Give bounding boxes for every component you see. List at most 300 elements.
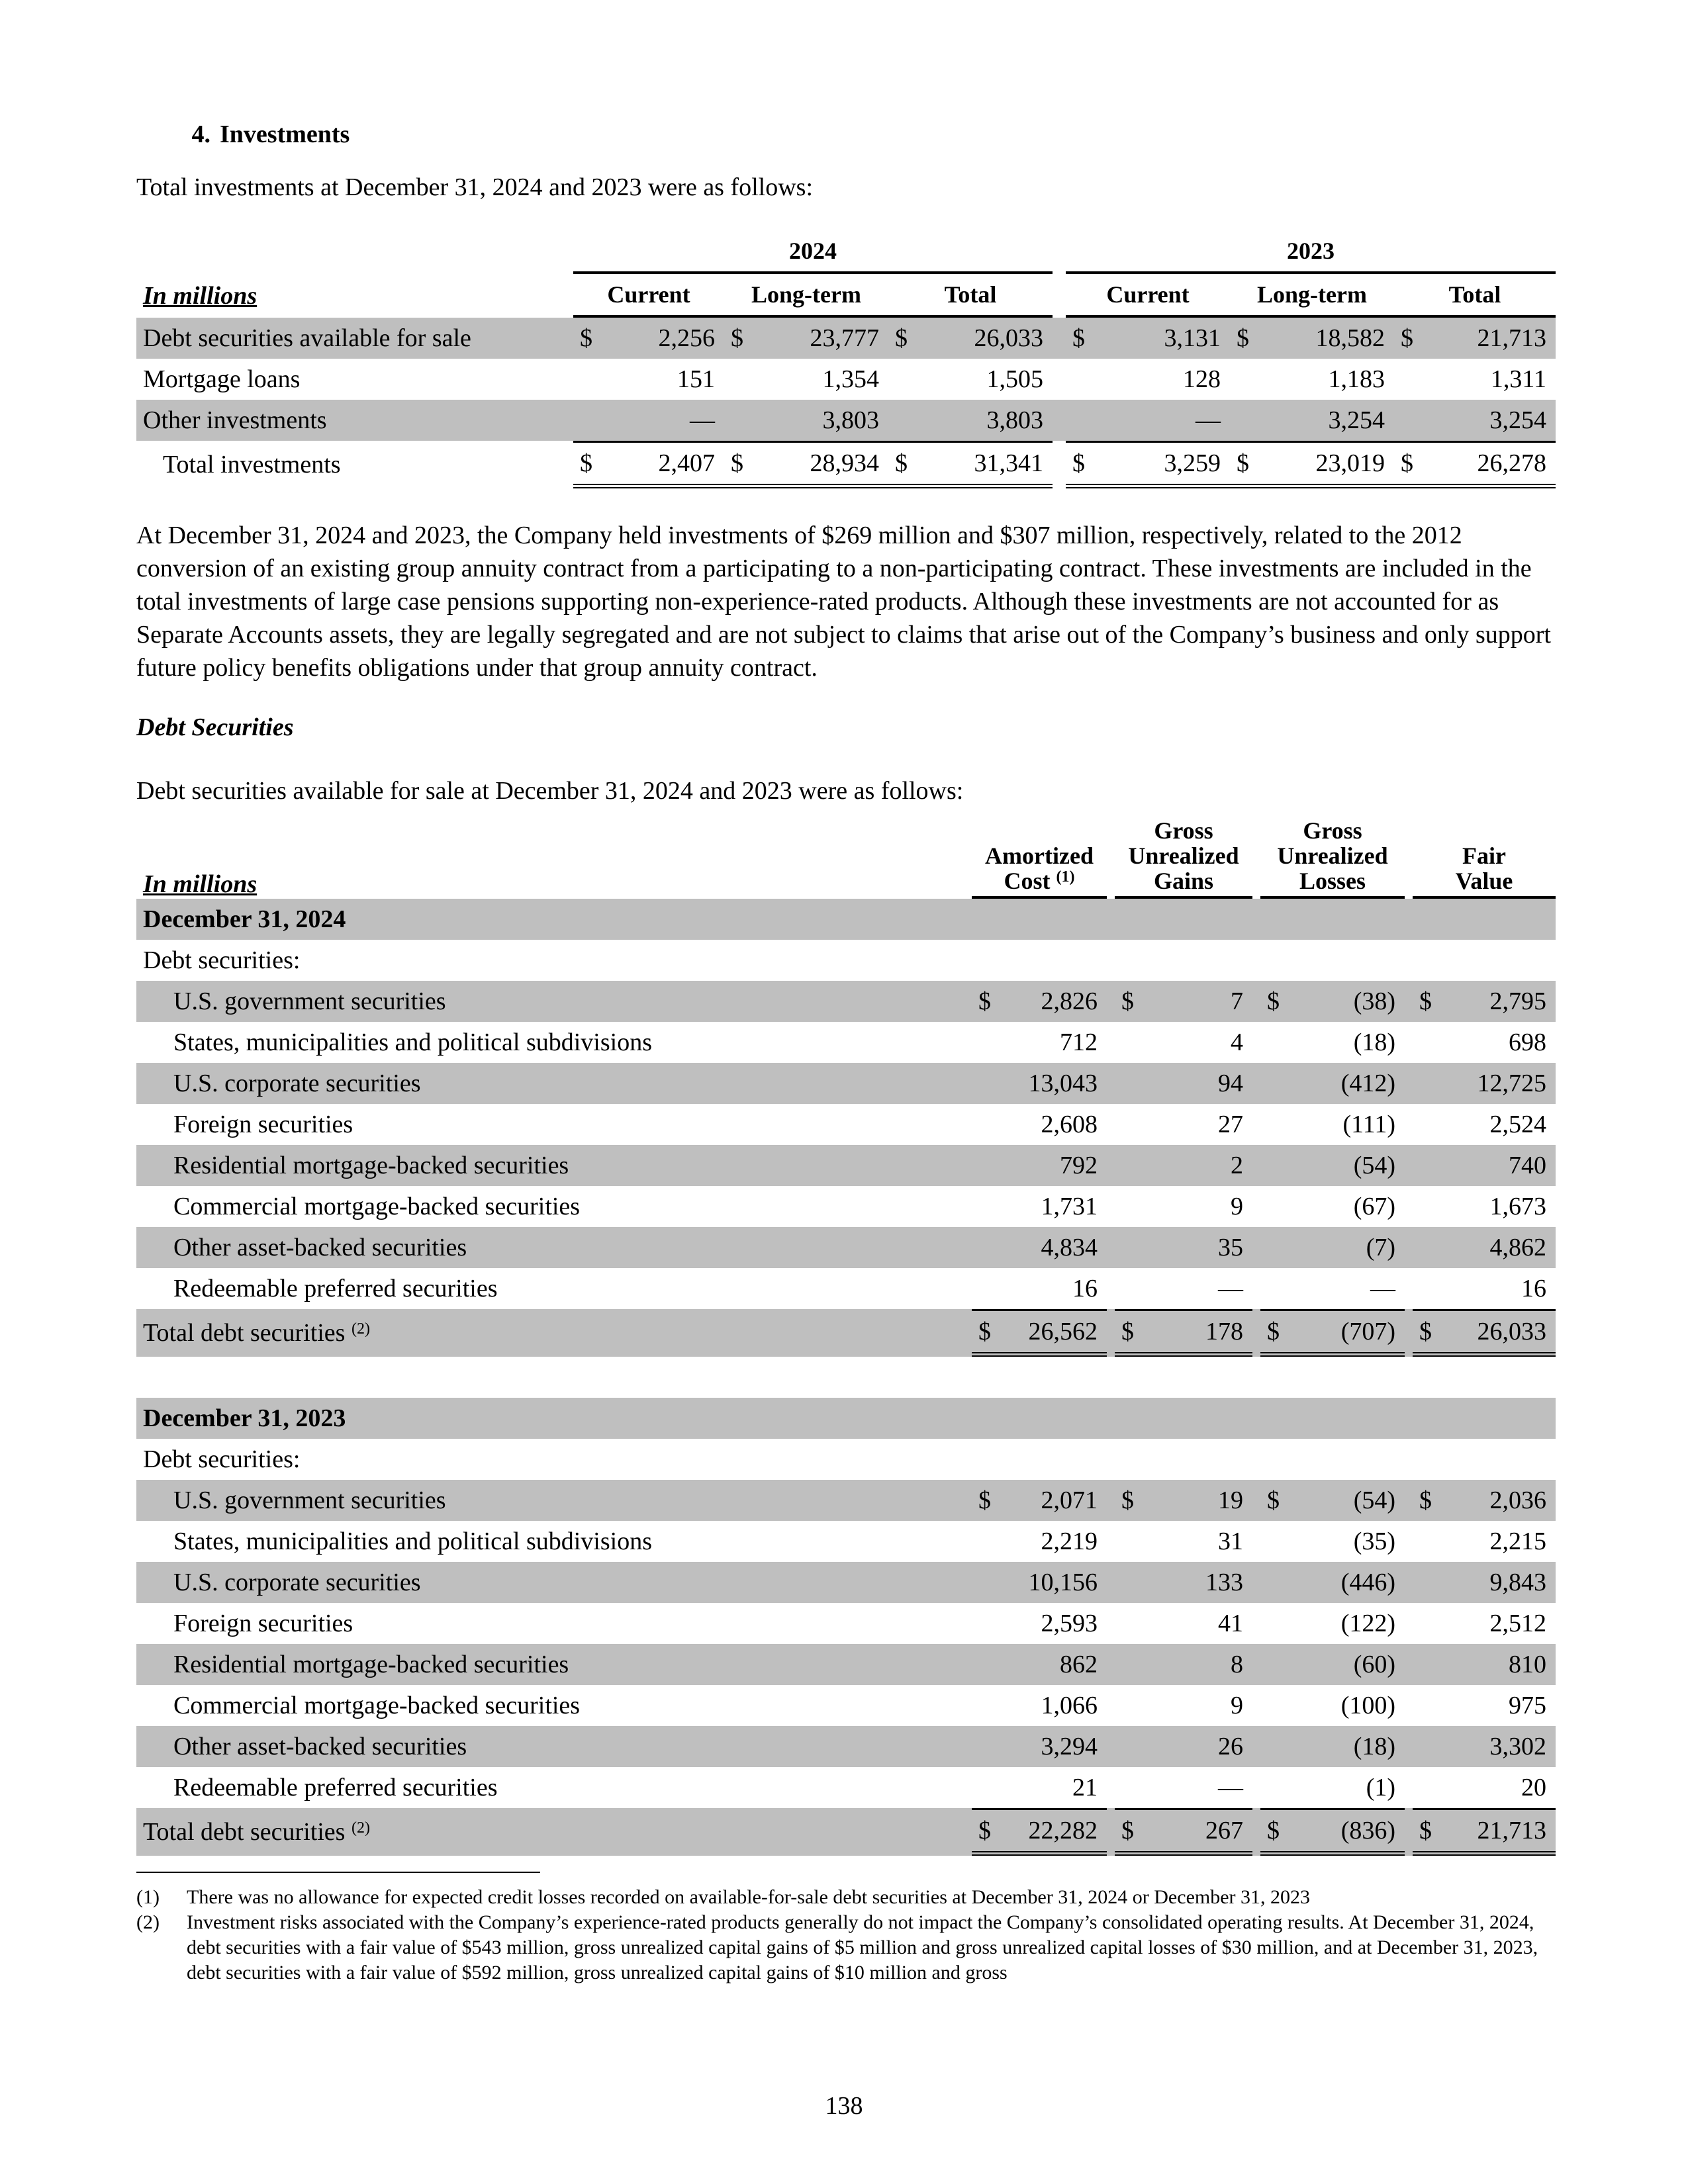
header-line: Losses xyxy=(1299,868,1366,894)
currency-symbol xyxy=(972,1104,1002,1145)
table-row xyxy=(136,1022,1556,1063)
cell-value: (7) xyxy=(1291,1227,1405,1268)
spacer xyxy=(1107,1480,1115,1521)
table-row xyxy=(136,1145,1556,1186)
footnote-number: (2) xyxy=(136,1911,160,1933)
currency-symbol xyxy=(1413,1063,1443,1104)
cell-value: (18) xyxy=(1291,1726,1405,1767)
cell-value: 1,183 xyxy=(1328,365,1385,393)
cell-value: 810 xyxy=(1443,1644,1556,1685)
currency-symbol xyxy=(972,1022,1002,1063)
header-line: Gross xyxy=(1303,817,1362,844)
currency-symbol xyxy=(1115,1186,1145,1227)
cell-value: 2 xyxy=(1145,1145,1252,1186)
currency-symbol xyxy=(573,359,605,400)
currency-symbol: $ xyxy=(1260,1309,1291,1357)
blank xyxy=(136,1357,1556,1398)
cell-value: (38) xyxy=(1291,981,1405,1022)
cell-value: — xyxy=(605,400,724,441)
column-header xyxy=(1115,811,1252,899)
spacer xyxy=(964,1562,972,1603)
currency-symbol xyxy=(1413,1268,1443,1309)
debt-securities-label-row xyxy=(136,1439,1556,1480)
currency-symbol: $ xyxy=(1394,441,1426,488)
total-row xyxy=(136,441,1556,488)
column-header xyxy=(1260,811,1405,899)
cell-value: 3,259 xyxy=(1098,441,1230,488)
currency-symbol xyxy=(1413,1767,1443,1808)
currency-symbol xyxy=(1115,1767,1145,1808)
currency-symbol xyxy=(1230,400,1262,441)
cell-value: 1,066 xyxy=(1041,1692,1098,1719)
spacer xyxy=(1252,1022,1260,1063)
spacer xyxy=(1252,1726,1260,1767)
section-heading xyxy=(136,113,1556,156)
currency-symbol xyxy=(1115,1521,1145,1562)
cell-value: 8 xyxy=(1145,1644,1252,1685)
cell-value: 16 xyxy=(1072,1275,1098,1302)
table-row xyxy=(136,1685,1556,1726)
column-header: Long-term xyxy=(1230,274,1394,318)
spacer xyxy=(964,1104,972,1145)
currency-symbol xyxy=(1260,1644,1291,1685)
cell-value: 862 xyxy=(1002,1644,1107,1685)
spacer xyxy=(1252,1063,1260,1104)
t1-spacer xyxy=(560,274,573,318)
cell-value: 2,215 xyxy=(1489,1527,1547,1555)
spacer xyxy=(1405,1309,1413,1357)
spacer xyxy=(560,400,573,441)
row-label: Mortgage loans xyxy=(143,365,301,393)
currency-symbol xyxy=(1260,1603,1291,1644)
footnote-ref: (1) xyxy=(1056,868,1075,886)
header-line: Unrealized xyxy=(1277,842,1388,869)
spacer xyxy=(964,1227,972,1268)
footnotes xyxy=(136,1885,1556,1985)
t1-spacer xyxy=(1053,230,1066,274)
row-label: Commercial mortgage-backed securities xyxy=(173,1193,581,1220)
currency-symbol xyxy=(1413,1227,1443,1268)
spacer xyxy=(964,1480,972,1521)
table-row xyxy=(136,1644,1556,1685)
row-label: Other asset-backed securities xyxy=(136,1726,964,1767)
spacer xyxy=(1107,1726,1115,1767)
in-millions-label: In millions xyxy=(143,282,258,310)
column-header xyxy=(1413,811,1556,899)
currency-symbol: $ xyxy=(888,318,920,359)
currency-symbol xyxy=(1260,1063,1291,1104)
spacer xyxy=(1405,1685,1413,1726)
cell-value: 20 xyxy=(1521,1774,1547,1801)
currency-symbol xyxy=(888,400,920,441)
cell-value: 2,826 xyxy=(1002,981,1107,1022)
currency-symbol xyxy=(1260,1726,1291,1767)
date-header-row xyxy=(136,1398,1556,1439)
cell-value: 21 xyxy=(1072,1774,1098,1801)
spacer xyxy=(964,1309,972,1357)
in-millions-label: In millions xyxy=(143,870,258,898)
spacer xyxy=(1405,1480,1413,1521)
spacer xyxy=(1252,1521,1260,1562)
spacer xyxy=(560,359,573,400)
cell-value: 3,803 xyxy=(756,400,888,441)
debt-securities-table xyxy=(136,811,1556,1856)
block-spacer-row xyxy=(136,1357,1556,1398)
spacer xyxy=(1405,1268,1413,1309)
currency-symbol xyxy=(1115,1644,1145,1685)
spacer xyxy=(1405,981,1413,1022)
spacer xyxy=(964,1063,972,1104)
currency-symbol: $ xyxy=(724,441,756,488)
spacer xyxy=(964,1022,972,1063)
currency-symbol: $ xyxy=(1260,1808,1291,1856)
spacer xyxy=(1405,1808,1413,1856)
header-line: Unrealized xyxy=(1128,842,1239,869)
table-row xyxy=(136,1104,1556,1145)
spacer xyxy=(1107,1685,1115,1726)
table-row xyxy=(136,1186,1556,1227)
cell-value: (836) xyxy=(1291,1808,1405,1856)
spacer xyxy=(1405,1767,1413,1808)
section-title: Investments xyxy=(220,120,350,148)
cell-value: 2,036 xyxy=(1443,1480,1556,1521)
cell-value: 21,713 xyxy=(1443,1808,1556,1856)
table-row xyxy=(136,400,1556,441)
spacer xyxy=(1252,1268,1260,1309)
currency-symbol: $ xyxy=(1413,1808,1443,1856)
cell-value: 26,033 xyxy=(920,318,1053,359)
spacer xyxy=(1107,811,1115,899)
cell-value: 4,862 xyxy=(1443,1227,1556,1268)
t1-spacer xyxy=(560,230,573,274)
spacer xyxy=(1405,1603,1413,1644)
currency-symbol: $ xyxy=(1066,318,1098,359)
currency-symbol xyxy=(1066,400,1098,441)
row-label: Commercial mortgage-backed securities xyxy=(173,1692,581,1719)
currency-symbol xyxy=(1115,1685,1145,1726)
debt-securities-label-row xyxy=(136,940,1556,981)
cell-value: (1) xyxy=(1366,1774,1395,1801)
cell-value: 31 xyxy=(1218,1527,1243,1555)
cell-value: 133 xyxy=(1145,1562,1252,1603)
cell-value: 1,311 xyxy=(1490,365,1546,393)
cell-value: 1,673 xyxy=(1489,1193,1547,1220)
total-row xyxy=(136,1808,1556,1856)
footnote-text: Investment risks associated with the Company’s experience-rated products generally do not impact the Company’s consolidated operating results. At December 31, 2024, debt securities with a fair value of $543 million, gross unrealized capital gains of $5 million and gross unrealized capital losses of $30 million, and at December 31, 2023, debt securities with a fair value of $592 million, gross unrealized capital gains of $10 million and gross xyxy=(187,1911,1538,1983)
cell-value: 4,834 xyxy=(1002,1227,1107,1268)
cell-value: 16 xyxy=(1521,1275,1547,1302)
spacer xyxy=(1252,981,1260,1022)
table-row xyxy=(136,1603,1556,1644)
currency-symbol xyxy=(1260,1767,1291,1808)
currency-symbol xyxy=(1230,359,1262,400)
currency-symbol: $ xyxy=(573,318,605,359)
spacer xyxy=(560,318,573,359)
cell-value: 698 xyxy=(1509,1028,1547,1056)
cell-value: 3,254 xyxy=(1426,400,1556,441)
currency-symbol xyxy=(972,1644,1002,1685)
currency-symbol: $ xyxy=(1413,1309,1443,1357)
date-header: December 31, 2023 xyxy=(136,1398,1556,1439)
column-header: Total xyxy=(888,274,1053,318)
cell-value: 41 xyxy=(1218,1610,1243,1637)
total-row xyxy=(136,1309,1556,1357)
currency-symbol xyxy=(972,1726,1002,1767)
row-label: Redeemable preferred securities xyxy=(173,1275,498,1302)
currency-symbol: $ xyxy=(1230,441,1262,488)
currency-symbol: $ xyxy=(972,1808,1002,1856)
cell-value: 22,282 xyxy=(1002,1808,1107,1856)
header-line: Amortized xyxy=(985,842,1094,869)
t1-spacer xyxy=(1053,274,1066,318)
cell-value: 9 xyxy=(1231,1692,1243,1719)
spacer xyxy=(1252,1767,1260,1808)
row-label: U.S. corporate securities xyxy=(136,1063,964,1104)
table-row xyxy=(136,1767,1556,1808)
cell-value: 26 xyxy=(1145,1726,1252,1767)
cell-value: 2,219 xyxy=(1041,1527,1098,1555)
total-label xyxy=(136,1309,964,1357)
spacer xyxy=(1252,1186,1260,1227)
row-label: Other investments xyxy=(136,400,560,441)
cell-value: (122) xyxy=(1340,1610,1395,1637)
spacer xyxy=(964,1767,972,1808)
currency-symbol: $ xyxy=(888,441,920,488)
spacer xyxy=(1107,1022,1115,1063)
row-label: Redeemable preferred securities xyxy=(173,1774,498,1801)
spacer xyxy=(1252,1603,1260,1644)
cell-value: (100) xyxy=(1340,1692,1395,1719)
cell-value: (18) xyxy=(1353,1028,1395,1056)
currency-symbol xyxy=(1260,1685,1291,1726)
spacer xyxy=(1405,1104,1413,1145)
spacer xyxy=(1107,981,1115,1022)
currency-symbol: $ xyxy=(1115,981,1145,1022)
cell-value: 1,505 xyxy=(986,365,1043,393)
currency-symbol: $ xyxy=(1394,318,1426,359)
cell-value: 2,593 xyxy=(1041,1610,1098,1637)
spacer xyxy=(1053,441,1066,488)
spacer xyxy=(1107,1521,1115,1562)
cell-value: 4 xyxy=(1231,1028,1243,1056)
total-label-text: Total debt securities xyxy=(143,1319,346,1347)
cell-value: (67) xyxy=(1353,1193,1395,1220)
column-header: Total xyxy=(1394,274,1556,318)
currency-symbol xyxy=(1260,1227,1291,1268)
spacer xyxy=(1053,359,1066,400)
cell-value: — xyxy=(1218,1774,1243,1801)
cell-value: 128 xyxy=(1183,365,1221,393)
cell-value: 9 xyxy=(1231,1193,1243,1220)
currency-symbol: $ xyxy=(1413,981,1443,1022)
currency-symbol: $ xyxy=(972,981,1002,1022)
currency-symbol xyxy=(1413,1186,1443,1227)
currency-symbol: $ xyxy=(573,441,605,488)
debt-intro-text: Debt securities available for sale at December 31, 2024 and 2023 were as follows: xyxy=(136,777,964,805)
spacer xyxy=(1405,811,1413,899)
spacer xyxy=(1405,1521,1413,1562)
spacer xyxy=(964,811,972,899)
row-label: Foreign securities xyxy=(173,1610,353,1637)
header-line: Gross xyxy=(1154,817,1213,844)
currency-symbol xyxy=(1413,1644,1443,1685)
currency-symbol xyxy=(1115,1603,1145,1644)
spacer xyxy=(1405,1186,1413,1227)
spacer xyxy=(1252,1480,1260,1521)
cell-value: 12,725 xyxy=(1443,1063,1556,1104)
annuity-paragraph: At December 31, 2024 and 2023, the Company held investments of $269 million and $307 million, respectively, related to the 2012 conversion of an existing group annuity contract from a participating to a non-participating contract. These investments are included in the total investments of large case pensions supporting non-experience-rated products. Although these investments are not accounted for as Separate Accounts assets, they are legally segregated and are not subject to claims that arise out of the Company’s business and only support future policy benefits obligations under that group annuity contract. xyxy=(136,522,1551,682)
cell-value: (412) xyxy=(1291,1063,1405,1104)
row-label: Residential mortgage-backed securities xyxy=(136,1145,964,1186)
spacer xyxy=(964,1186,972,1227)
debt-securities-heading: Debt Securities xyxy=(136,713,294,741)
currency-symbol xyxy=(972,1227,1002,1268)
currency-symbol xyxy=(1413,1145,1443,1186)
spacer xyxy=(964,1603,972,1644)
cell-value: 21,713 xyxy=(1426,318,1556,359)
row-label: Residential mortgage-backed securities xyxy=(136,1644,964,1685)
column-header: Long-term xyxy=(724,274,888,318)
t1-year-header-row xyxy=(136,230,1556,274)
spacer xyxy=(1405,1227,1413,1268)
table-row xyxy=(136,1521,1556,1562)
currency-symbol xyxy=(972,1767,1002,1808)
cell-value: 3,294 xyxy=(1002,1726,1107,1767)
spacer xyxy=(1405,1562,1413,1603)
header-line: Fair xyxy=(1462,842,1506,869)
currency-symbol xyxy=(1260,1562,1291,1603)
spacer xyxy=(1405,1644,1413,1685)
cell-value: 26,033 xyxy=(1443,1309,1556,1357)
footnote xyxy=(136,1885,1556,1910)
table-row xyxy=(136,1268,1556,1309)
table-row xyxy=(136,1480,1556,1521)
table-row xyxy=(136,981,1556,1022)
footnote-ref: (2) xyxy=(351,1819,370,1837)
spacer xyxy=(1107,1767,1115,1808)
currency-symbol xyxy=(1260,1186,1291,1227)
currency-symbol xyxy=(1260,1104,1291,1145)
year-2023-header: 2023 xyxy=(1066,230,1556,274)
currency-symbol xyxy=(972,1521,1002,1562)
cell-value: (446) xyxy=(1291,1562,1405,1603)
table-row xyxy=(136,1063,1556,1104)
footnote xyxy=(136,1910,1556,1985)
total-label xyxy=(136,1808,964,1856)
t2-header-row xyxy=(136,811,1556,899)
intro-text: Total investments at December 31, 2024 and 2023 were as follows: xyxy=(136,173,814,201)
cell-value: (707) xyxy=(1291,1309,1405,1357)
spacer xyxy=(1107,1268,1115,1309)
footnote-number: (1) xyxy=(136,1886,160,1908)
currency-symbol xyxy=(1413,1521,1443,1562)
spacer xyxy=(964,981,972,1022)
row-label: Foreign securities xyxy=(173,1111,353,1138)
cell-value: 18,582 xyxy=(1262,318,1394,359)
spacer xyxy=(1053,400,1066,441)
year-2024-header: 2024 xyxy=(573,230,1053,274)
cell-value: 23,019 xyxy=(1262,441,1394,488)
cell-value: 10,156 xyxy=(1002,1562,1107,1603)
currency-symbol xyxy=(972,1268,1002,1309)
cell-value: 2,795 xyxy=(1443,981,1556,1022)
cell-value: — xyxy=(1098,400,1230,441)
page-content xyxy=(136,113,1556,1985)
currency-symbol xyxy=(1115,1104,1145,1145)
t1-column-header-row xyxy=(136,274,1556,318)
column-header xyxy=(972,811,1107,899)
currency-symbol xyxy=(1413,1022,1443,1063)
date-header: December 31, 2024 xyxy=(136,899,1556,940)
cell-value: 3,131 xyxy=(1098,318,1230,359)
date-header-row xyxy=(136,899,1556,940)
page-number: 138 xyxy=(825,2092,863,2120)
cell-value: 26,562 xyxy=(1002,1309,1107,1357)
cell-value: 151 xyxy=(677,365,715,393)
cell-value: 2,071 xyxy=(1002,1480,1107,1521)
spacer xyxy=(1405,1022,1413,1063)
cell-value: 19 xyxy=(1145,1480,1252,1521)
spacer xyxy=(1107,1104,1115,1145)
cell-value: 3,254 xyxy=(1262,400,1394,441)
spacer xyxy=(964,1145,972,1186)
cell-value: 2,608 xyxy=(1041,1111,1098,1138)
spacer xyxy=(1053,318,1066,359)
t1-blank xyxy=(136,230,560,274)
currency-symbol xyxy=(1413,1603,1443,1644)
spacer xyxy=(964,1808,972,1856)
currency-symbol xyxy=(972,1685,1002,1726)
spacer xyxy=(1107,1562,1115,1603)
table-row xyxy=(136,359,1556,400)
currency-symbol xyxy=(1115,1145,1145,1186)
cell-value: (54) xyxy=(1291,1145,1405,1186)
cell-value: 740 xyxy=(1443,1145,1556,1186)
row-label: U.S. corporate securities xyxy=(136,1562,964,1603)
section-number: 4. xyxy=(191,120,211,148)
footnote-text: There was no allowance for expected credit losses recorded on available-for-sale debt securities at December 31, 2024 or December 31, 2023 xyxy=(187,1886,1311,1908)
currency-symbol xyxy=(1260,1145,1291,1186)
currency-symbol xyxy=(1115,1022,1145,1063)
cell-value: 178 xyxy=(1145,1309,1252,1357)
spacer xyxy=(964,1726,972,1767)
cell-value: — xyxy=(1370,1275,1395,1302)
cell-value: 9,843 xyxy=(1443,1562,1556,1603)
currency-symbol xyxy=(1394,359,1426,400)
spacer xyxy=(1107,1644,1115,1685)
cell-value: 2,512 xyxy=(1489,1610,1547,1637)
spacer xyxy=(1405,1726,1413,1767)
currency-symbol xyxy=(972,1186,1002,1227)
header-line: Value xyxy=(1455,868,1513,894)
footnote-ref: (2) xyxy=(351,1320,370,1338)
currency-symbol: $ xyxy=(1115,1480,1145,1521)
cell-value: 26,278 xyxy=(1426,441,1556,488)
row-label: Debt securities available for sale xyxy=(136,318,560,359)
cell-value: (111) xyxy=(1342,1111,1395,1138)
header-word: Cost xyxy=(1004,868,1051,894)
cell-value: (35) xyxy=(1353,1527,1395,1555)
cell-value: 31,341 xyxy=(920,441,1053,488)
currency-symbol xyxy=(972,1562,1002,1603)
header-line: Gains xyxy=(1153,868,1214,894)
currency-symbol: $ xyxy=(1413,1480,1443,1521)
cell-value: 1,354 xyxy=(822,365,879,393)
currency-symbol: $ xyxy=(724,318,756,359)
table-row xyxy=(136,318,1556,359)
cell-value: (60) xyxy=(1291,1644,1405,1685)
column-header: Current xyxy=(1066,274,1230,318)
